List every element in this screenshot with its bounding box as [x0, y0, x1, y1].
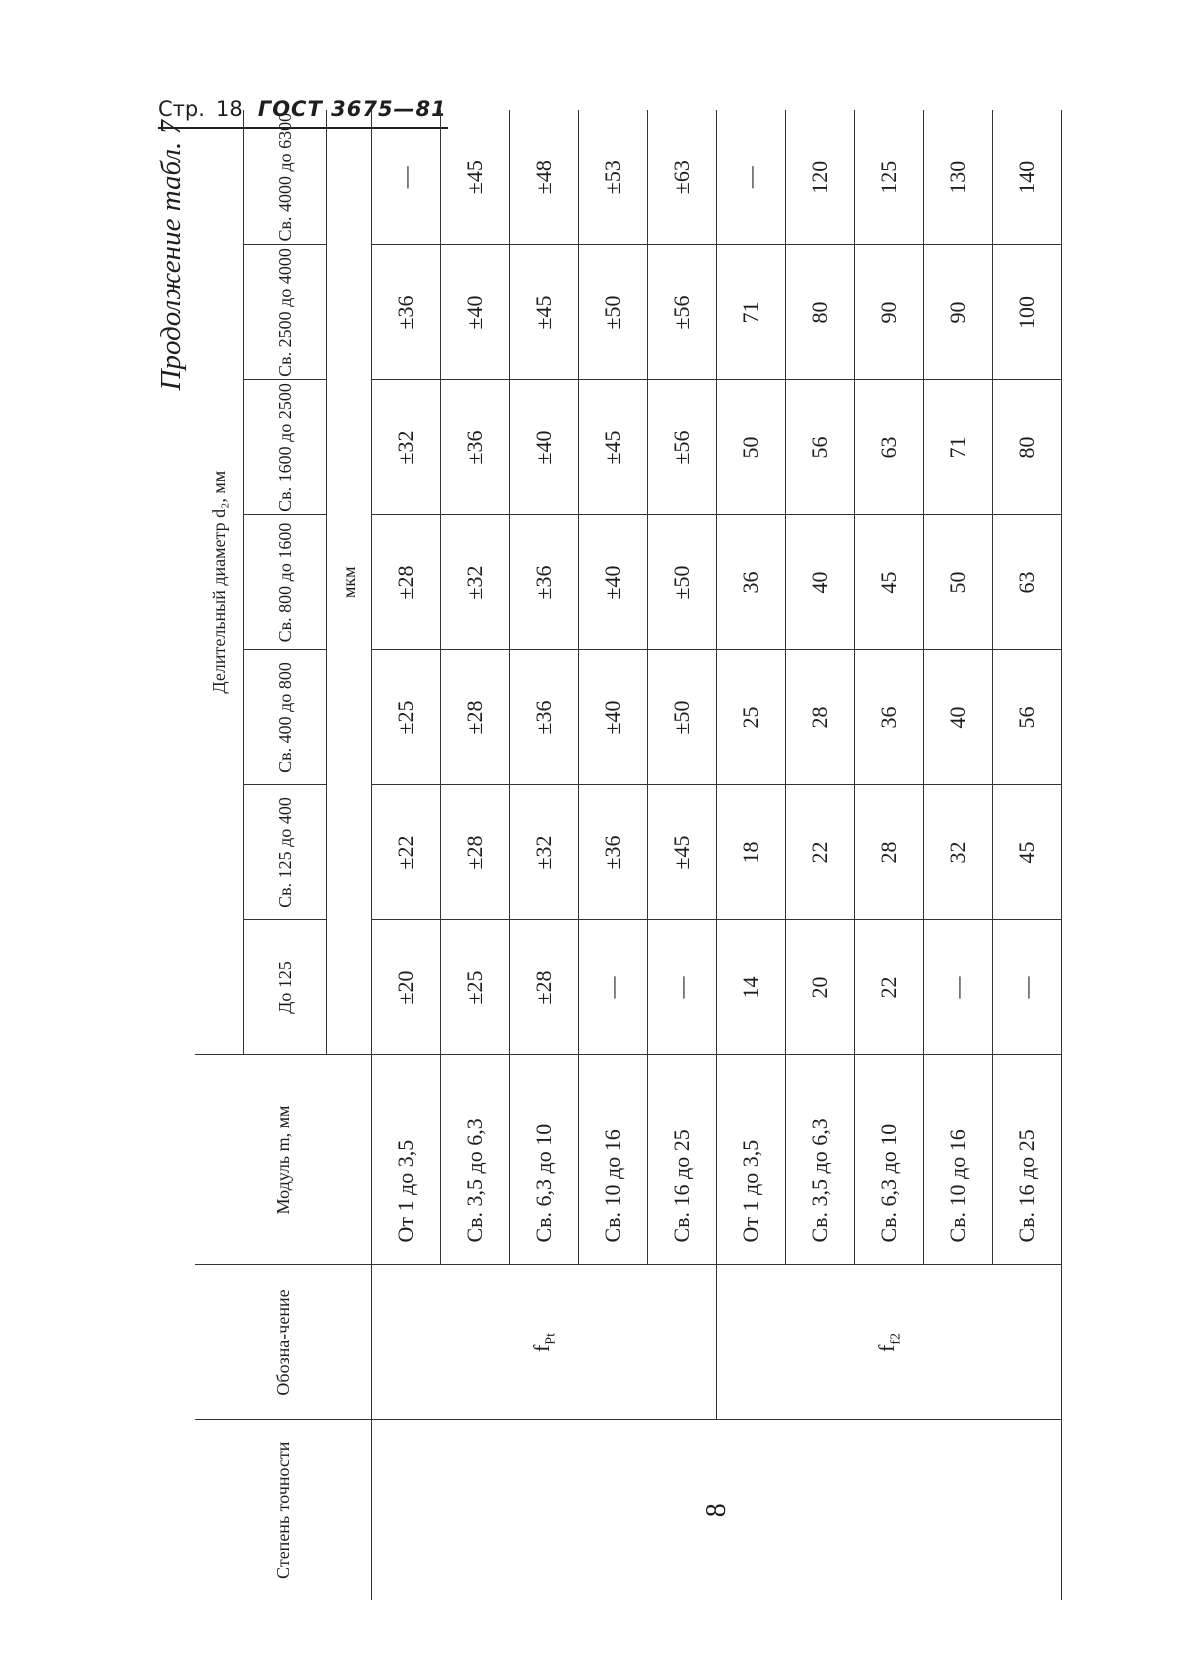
value-cell: 56: [993, 650, 1062, 785]
value-cell: ±50: [648, 650, 717, 785]
value-cell: —: [579, 920, 648, 1055]
header-diameter-range: Св. 125 до 400: [244, 785, 327, 920]
value-cell: ±32: [441, 515, 510, 650]
module-cell: Св. 6,3 до 10: [855, 1055, 924, 1265]
value-cell: —: [993, 920, 1062, 1055]
value-cell: 80: [993, 380, 1062, 515]
module-cell: От 1 до 3,5: [372, 1055, 441, 1265]
value-cell: 63: [855, 380, 924, 515]
value-cell: 90: [924, 245, 993, 380]
value-cell: ±32: [510, 785, 579, 920]
page-number-label: 18: [216, 97, 243, 121]
value-cell: ±28: [510, 920, 579, 1055]
module-cell: От 1 до 3,5: [717, 1055, 786, 1265]
value-cell: ±25: [372, 650, 441, 785]
value-cell: ±40: [579, 650, 648, 785]
value-cell: 56: [786, 380, 855, 515]
header-unit: мкм: [327, 110, 372, 1055]
table-row: [717, 110, 786, 1600]
header-diameter-group: Делительный диаметр d₂, мм: [195, 110, 244, 1055]
value-cell: 25: [717, 650, 786, 785]
value-cell: ±20: [372, 920, 441, 1055]
value-cell: 28: [786, 650, 855, 785]
grade-cell: 8: [372, 1420, 1062, 1600]
value-cell: 63: [993, 515, 1062, 650]
designation-subscript: f2: [888, 1333, 904, 1345]
value-cell: 18: [717, 785, 786, 920]
value-cell: ±53: [579, 110, 648, 245]
value-cell: ±40: [579, 515, 648, 650]
header-grade: Степень точности: [195, 1420, 372, 1600]
module-cell: Св. 3,5 до 6,3: [786, 1055, 855, 1265]
rotated-table-area: [155, 110, 1145, 1600]
value-cell: 45: [993, 785, 1062, 920]
value-cell: ±36: [372, 245, 441, 380]
value-cell: 80: [786, 245, 855, 380]
value-cell: 90: [855, 245, 924, 380]
value-cell: 130: [924, 110, 993, 245]
value-cell: 140: [993, 110, 1062, 245]
value-cell: 40: [924, 650, 993, 785]
module-cell: Св. 10 до 16: [924, 1055, 993, 1265]
value-cell: ±48: [510, 110, 579, 245]
value-cell: 71: [717, 245, 786, 380]
page-prefix: Стр.: [158, 97, 205, 121]
value-cell: ±25: [441, 920, 510, 1055]
value-cell: 40: [786, 515, 855, 650]
designation-cell: [717, 1265, 1062, 1420]
value-cell: ±45: [648, 785, 717, 920]
value-cell: ±50: [579, 245, 648, 380]
value-cell: ±36: [441, 380, 510, 515]
value-cell: ±56: [648, 245, 717, 380]
header-diameter-range: До 125: [244, 920, 327, 1055]
header-module: Модуль m, мм: [195, 1055, 372, 1265]
value-cell: 125: [855, 110, 924, 245]
value-cell: 36: [717, 515, 786, 650]
value-cell: ±28: [441, 785, 510, 920]
value-cell: —: [372, 110, 441, 245]
value-cell: —: [648, 920, 717, 1055]
value-cell: 50: [717, 380, 786, 515]
value-cell: —: [717, 110, 786, 245]
value-cell: ±45: [579, 380, 648, 515]
value-cell: 22: [855, 920, 924, 1055]
value-cell: ±50: [648, 515, 717, 650]
designation-subscript: Pt: [543, 1333, 559, 1345]
value-cell: 20: [786, 920, 855, 1055]
value-cell: ±32: [372, 380, 441, 515]
table-row: [372, 110, 441, 1600]
value-cell: 100: [993, 245, 1062, 380]
value-cell: 50: [924, 515, 993, 650]
header-diameter-range: Св. 4000 до 6300: [244, 110, 327, 245]
value-cell: 28: [855, 785, 924, 920]
value-cell: ±40: [441, 245, 510, 380]
designation-cell: [372, 1265, 717, 1420]
value-cell: ±36: [510, 650, 579, 785]
designation-symbol: f: [528, 1344, 554, 1353]
module-cell: Св. 3,5 до 6,3: [441, 1055, 510, 1265]
value-cell: 22: [786, 785, 855, 920]
value-cell: 14: [717, 920, 786, 1055]
value-cell: 45: [855, 515, 924, 650]
value-cell: 36: [855, 650, 924, 785]
value-cell: ±56: [648, 380, 717, 515]
value-cell: —: [924, 920, 993, 1055]
value-cell: ±45: [510, 245, 579, 380]
header-designation: Обозна-чение: [195, 1265, 372, 1420]
module-cell: Св. 16 до 25: [993, 1055, 1062, 1265]
designation-symbol: f: [873, 1344, 899, 1352]
header-diameter-range: Св. 800 до 1600: [244, 515, 327, 650]
module-cell: Св. 10 до 16: [579, 1055, 648, 1265]
table-title: Продолжение табл. 7: [155, 120, 187, 391]
value-cell: 120: [786, 110, 855, 245]
value-cell: ±63: [648, 110, 717, 245]
value-cell: ±22: [372, 785, 441, 920]
value-cell: ±28: [441, 650, 510, 785]
header-diameter-range: Св. 400 до 800: [244, 650, 327, 785]
module-cell: Св. 6,3 до 10: [510, 1055, 579, 1265]
value-cell: 71: [924, 380, 993, 515]
value-cell: ±36: [579, 785, 648, 920]
tolerance-table: [195, 110, 1062, 1600]
value-cell: ±28: [372, 515, 441, 650]
value-cell: ±36: [510, 515, 579, 650]
value-cell: ±40: [510, 380, 579, 515]
header-diameter-range: Св. 1600 до 2500: [244, 380, 327, 515]
module-cell: Св. 16 до 25: [648, 1055, 717, 1265]
value-cell: 32: [924, 785, 993, 920]
standard-code: ГОСТ 3675—81: [257, 97, 447, 121]
table-body: [372, 110, 1062, 1600]
header-diameter-range: Св. 2500 до 4000: [244, 245, 327, 380]
value-cell: ±45: [441, 110, 510, 245]
